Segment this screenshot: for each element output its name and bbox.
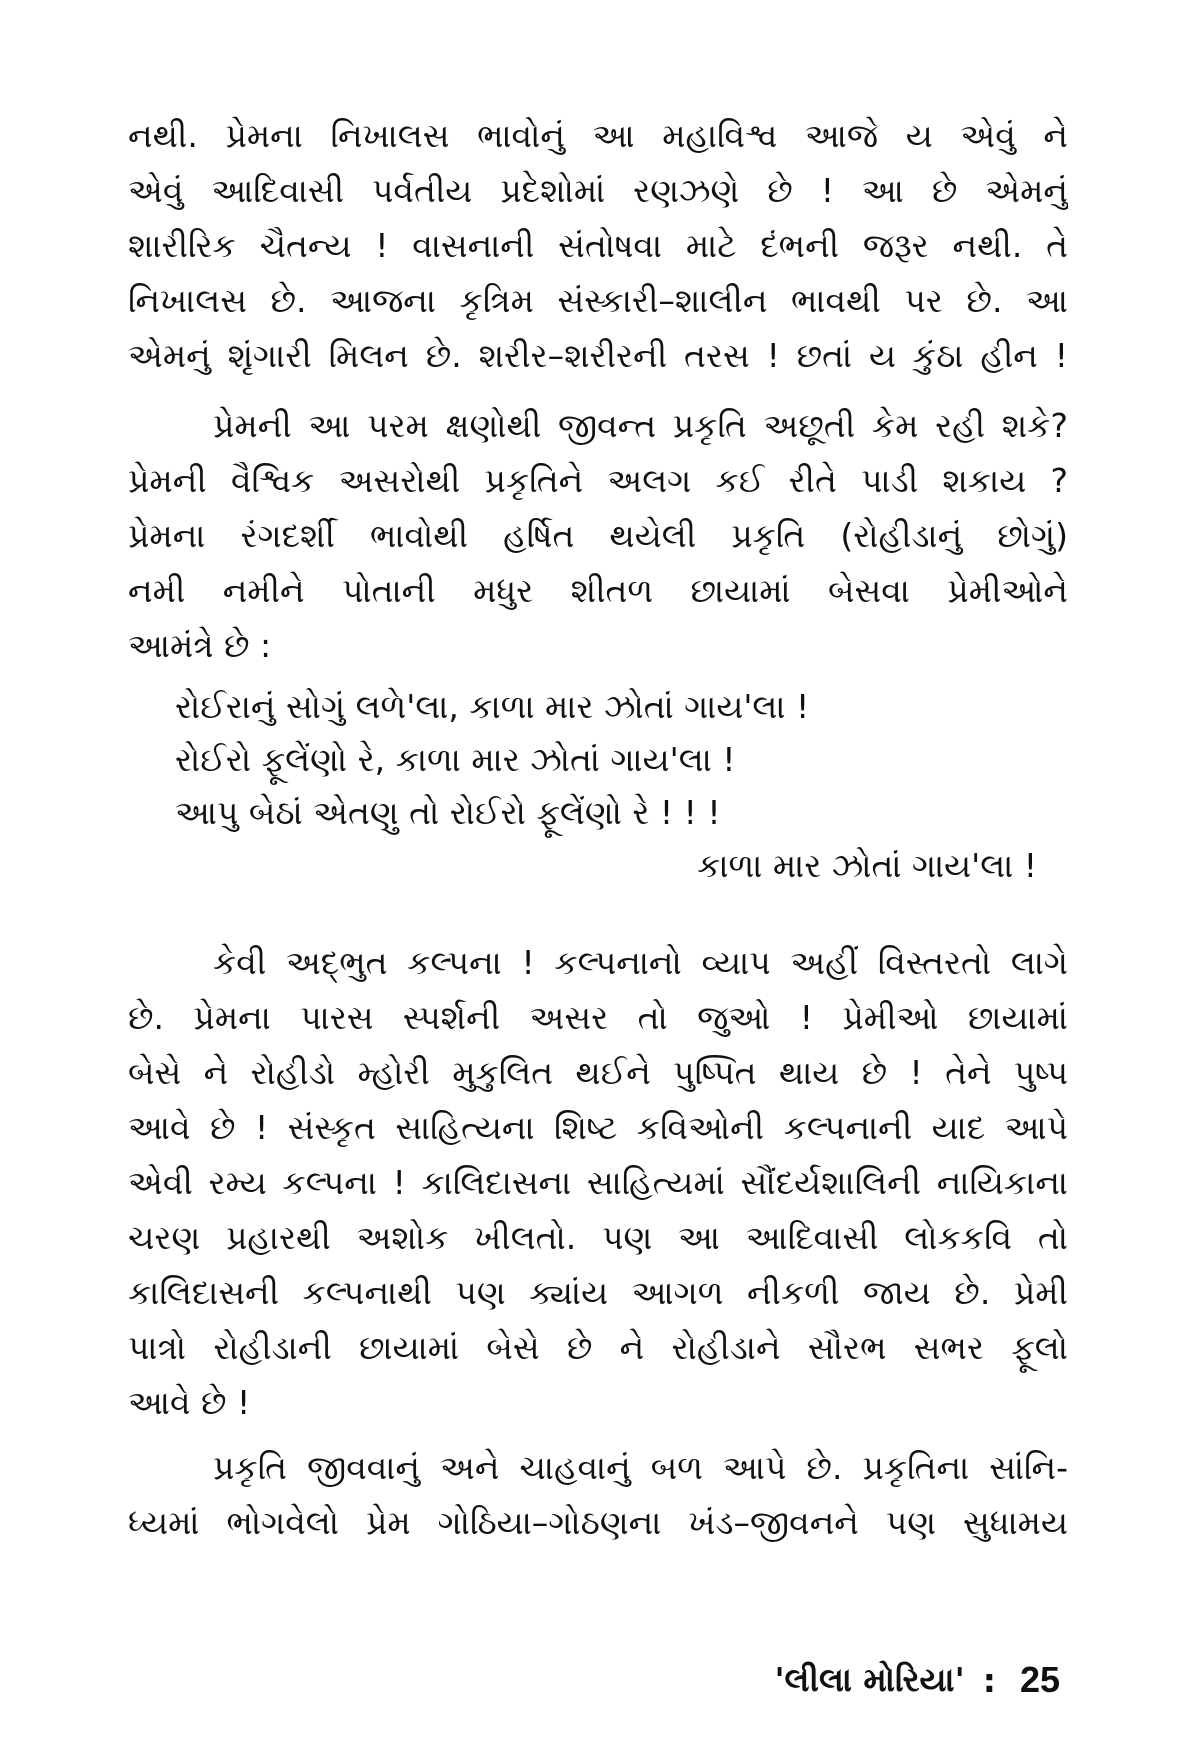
text-line: એમનું શૃંગારી મિલન છે. શરીર–શરીરની તરસ ! છતાં ય કુંઠા હીન ! bbox=[128, 336, 1068, 375]
verse-line: કાળા માર ઝોતાં ગાય'લા ! bbox=[697, 846, 1037, 885]
folk-song-verse bbox=[175, 680, 1037, 892]
text-line: એવી રમ્ય કલ્પના ! કાલિદાસના સાહિત્યમાં સૌંદર્યશાલિની નાયિકાના bbox=[128, 1163, 1068, 1202]
text-line: કેવી અદ્‌ભુત કલ્પના ! કલ્પનાનો વ્યાપ અહીં વિસ્તરતો લાગે bbox=[213, 943, 1068, 982]
text-line: પ્રેમના રંગદર્શી ભાવોથી હર્ષિત થયેલી પ્રકૃતિ (રોહીડાનું છોગું) bbox=[128, 516, 1068, 555]
text-line: પાત્રો રોહીડાની છાયામાં બેસે છે ને રોહીડાને સૌરભ સભર ફૂલો bbox=[128, 1328, 1068, 1367]
paragraph-1 bbox=[128, 108, 1068, 383]
text-line: બેસે ને રોહીડો મ્હોરી મુકુલિત થઈને પુષ્પિત થાય છે ! તેને પુષ્પ bbox=[128, 1053, 1068, 1092]
text-line: આવે છે ! સંસ્કૃત સાહિત્યના શિષ્ટ કવિઓની કલ્પનાની યાદ આપે bbox=[128, 1108, 1068, 1147]
verse-line: આપુ બેઠાં એતણુ તો રોઈરો ફૂલેંણો રે ! ! ! bbox=[175, 793, 721, 832]
text-line: પ્રેમની આ પરમ ક્ષણોથી જીવન્ત પ્રકૃતિ અછૂતી કેમ રહી શકે? bbox=[213, 406, 1068, 445]
text-line: નમી નમીને પોતાની મધુર શીતળ છાયામાં બેસવા પ્રેમીઓને bbox=[128, 571, 1068, 610]
text-line: છે. પ્રેમના પારસ સ્પર્શની અસર તો જુઓ ! પ્રેમીઓ છાયામાં bbox=[128, 998, 1068, 1037]
text-line: એવું આદિવાસી પર્વતીય પ્રદેશોમાં રણઝણે છે ! આ છે એમનું bbox=[128, 171, 1068, 210]
page-number: 25 bbox=[1019, 1659, 1060, 1700]
text-line: નથી. પ્રેમના નિખાલસ ભાવોનું આ મહાવિશ્વ આજે ય એવું ને bbox=[128, 116, 1068, 155]
text-line: નિખાલસ છે. આજના કૃત્રિમ સંસ્કારી–શાલીન ભાવથી પર છે. આ bbox=[128, 281, 1068, 320]
text-line: ચરણ પ્રહારથી અશોક ખીલતો. પણ આ આદિવાસી લોકકવિ તો bbox=[128, 1218, 1068, 1257]
text-line: કાલિદાસની કલ્પનાથી પણ ક્યાંય આગળ નીકળી જાય છે. પ્રેમી bbox=[128, 1273, 1068, 1312]
paragraph-4 bbox=[128, 1440, 1068, 1550]
text-line: ધ્યમાં ભોગવેલો પ્રેમ ગોઠિયા–ગોઠણના ખંડ–જીવનને પણ સુધામય bbox=[128, 1503, 1068, 1542]
text-line: શારીરિક ચૈતન્ય ! વાસનાની સંતોષવા માટે દંભની જરૂર નથી. તે bbox=[128, 226, 1068, 265]
footer-separator: : bbox=[982, 1660, 996, 1700]
text-line: પ્રકૃતિ જીવવાનું અને ચાહવાનું બળ આપે છે. પ્રકૃતિના સાંનિ- bbox=[213, 1448, 1068, 1487]
text-line: આમંત્રે છે : bbox=[128, 626, 272, 665]
text-line: પ્રેમની વૈશ્વિક અસરોથી પ્રકૃતિને અલગ કઈ રીતે પાડી શકાય ? bbox=[128, 461, 1068, 500]
text-line: આવે છે ! bbox=[128, 1383, 251, 1422]
verse-line: રોઈરાનું સોગું લળે'લા, કાળા માર ઝોતાં ગાય'લા ! bbox=[175, 687, 810, 726]
running-title: 'લીલા મોરિયા' bbox=[774, 1660, 965, 1699]
paragraph-2 bbox=[128, 398, 1068, 673]
paragraph-3 bbox=[128, 935, 1068, 1430]
verse-line: રોઈરો ફૂલેંણો રે, કાળા માર ઝોતાં ગાય'લા ! bbox=[175, 740, 736, 779]
page-footer bbox=[700, 1655, 1060, 1705]
